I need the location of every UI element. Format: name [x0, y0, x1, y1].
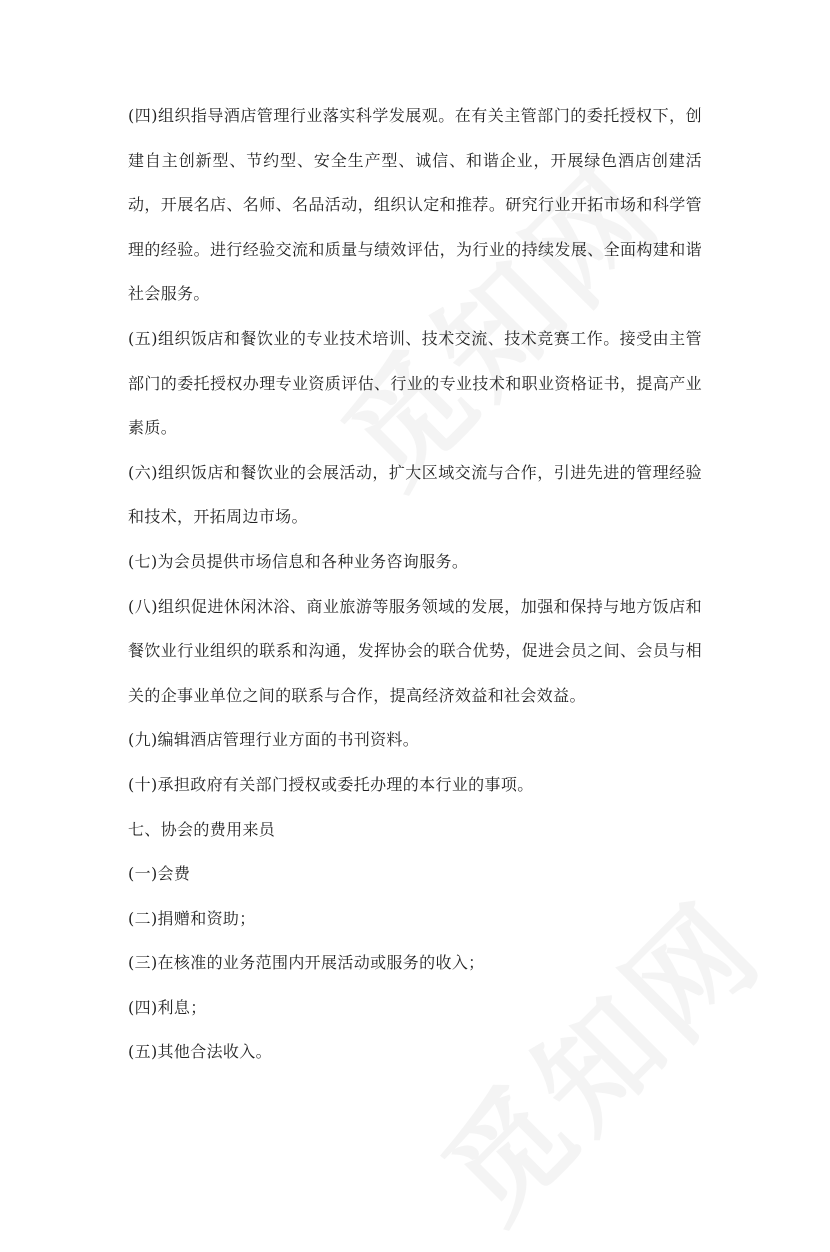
paragraph-item-9: (九)编辑酒店管理行业方面的书刊资料。: [128, 730, 420, 750]
paragraph-item-4: (四)组织指导酒店管理行业落实科学发展观。在有关主管部门的委托授权下，创建自主创新型、节约型、安全生产型、诚信、和谐企业，开展绿色酒店创建活动，开展名店、名师、名品活动，组织认定和推荐。研究行业开拓市场和科学管理的经验。进行经验交流和质量与绩效评估，为行业的持续发展、全面构建和谐社会服务。: [128, 106, 702, 304]
paragraph-item-7: (七)为会员提供市场信息和各种业务咨询服务。: [128, 551, 469, 571]
paragraph-item-5: (五)组织饭店和餐饮业的专业技术培训、技术交流、技术竞赛工作。接受由主管部门的委托授权办理专业资质评估、行业的专业技术和职业资格证书，提高产业素质。: [128, 328, 702, 438]
section-heading-funding: 七、协会的费用来员: [128, 819, 276, 839]
funding-item-other-income: (五)其他合法收入。: [128, 1042, 272, 1062]
paragraph-item-6: (六)组织饭店和餐饮业的会展活动，扩大区域交流与合作，引进先进的管理经验和技术，开拓周边市场。: [128, 462, 702, 527]
funding-item-interest: (四)利息；: [128, 997, 207, 1017]
funding-item-donations: (二)捐赠和资助；: [128, 908, 256, 928]
paragraph-item-8: (八)组织促进休闲沐浴、商业旅游等服务领域的发展，加强和保持与地方饭店和餐饮业行业组织的联系和沟通，发挥协会的联合优势，促进会员之间、会员与相关的企事业单位之间的联系与合作，提高经济效益和社会效益。: [128, 596, 702, 705]
paragraph-item-10: (十)承担政府有关部门授权或委托办理的本行业的事项。: [128, 774, 534, 794]
funding-item-membership-fees: (一)会费: [128, 864, 191, 884]
document-body: [128, 94, 702, 1075]
funding-item-service-income: (三)在核准的业务范围内开展活动或服务的收入；: [128, 953, 485, 973]
